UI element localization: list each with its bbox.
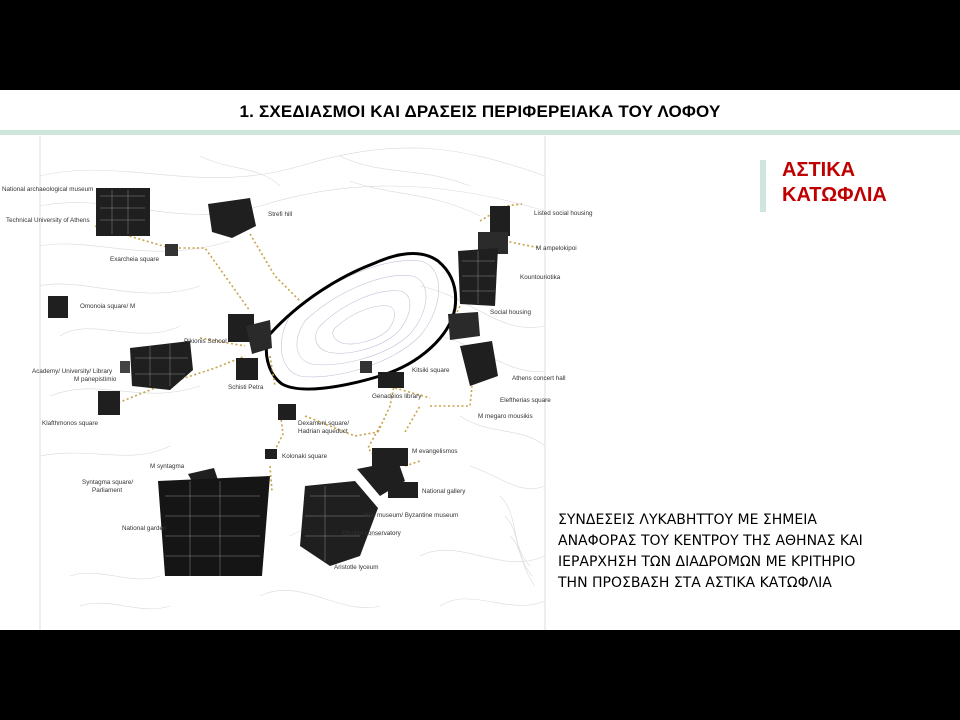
label-kolonaki-square: Kolonaki square — [282, 453, 328, 460]
slide-caption — [558, 510, 948, 594]
label-national-archaeological-museum: National archaeological museum — [2, 186, 94, 193]
label-aristotle-lyceum: Aristotle lyceum — [334, 564, 379, 571]
label-genadeios-library: Genadeios library — [372, 393, 422, 400]
label-exarcheia-square: Exarcheia square — [110, 256, 160, 263]
label-syntagma-square: Syntagma square/ — [82, 479, 134, 486]
label-parliament: Parliament — [92, 487, 123, 494]
label-schisti-petra: Schisti Petra — [228, 384, 264, 391]
label-dexameni-square: Dexameni square/ — [298, 420, 350, 427]
section-title-line: ΚΑΤΩΦΛΙΑ — [782, 184, 887, 206]
label-kountouriotika: Kountouriotika — [520, 274, 561, 281]
caption-line: ΑΝΑΦΟΡΑΣ ΤΟΥ ΚΕΝΤΡΟΥ ΤΗΣ ΑΘΗΝΑΣ ΚΑΙ — [558, 533, 863, 549]
caption-line: ΣΥΝΔΕΣΕΙΣ ΛΥΚΑΒΗΤΤΟΥ ΜΕ ΣΗΜΕΙΑ — [558, 512, 817, 528]
label-national-gallery: National gallery — [422, 488, 466, 495]
label-m-ampelokipoi: M ampelokipoi — [536, 245, 577, 252]
label-m-syntagma: M syntagma — [150, 463, 185, 470]
label-listed-social-housing: Listed social housing — [534, 210, 593, 217]
label-academy-university-library: Academy/ University/ Library — [32, 368, 113, 375]
slide — [0, 90, 960, 630]
caption-line: ΙΕΡΑΡΧΗΣΗ ΤΩΝ ΔΙΑΔΡΟΜΩΝ ΜΕ ΚΡΙΤΗΡΙΟ — [558, 554, 856, 570]
label-technical-university: Technical University of Athens — [6, 217, 90, 224]
label-strefi-hill: Strefi hill — [268, 211, 293, 218]
caption-line: ΤΗΝ ΠΡΟΣΒΑΣΗ ΣΤΑ ΑΣΤΙΚΑ ΚΑΤΩΦΛΙΑ — [558, 575, 832, 591]
label-m-megaro-mousikis: M megaro mousikis — [478, 413, 533, 420]
label-war-museum: War museum/ Byzantine museum — [364, 512, 459, 519]
label-national-garden: National garden — [122, 525, 167, 532]
site-map — [0, 136, 593, 630]
label-pikionis-school: Pikionis School — [184, 338, 227, 345]
label-athens-concert-hall: Athens concert hall — [512, 375, 566, 382]
section-title-line: ΑΣΤΙΚΑ — [782, 159, 856, 181]
label-ethniko-conservatory: Ethniko conservatory — [342, 530, 401, 537]
label-kitsiki-square: Kitsiki square — [412, 367, 450, 374]
section-accent-bar — [760, 160, 766, 212]
slide-title: 1. ΣΧΕΔΙΑΣΜΟΙ ΚΑΙ ΔΡΑΣΕΙΣ ΠΕΡΙΦΕΡΕΙΑΚΑ ΤΟΥ ΛΟΦΟΥ — [239, 102, 721, 121]
label-omonoia-square: Omonoia square/ M — [80, 303, 136, 310]
label-m-panepistimio: M panepistimio — [74, 376, 117, 383]
label-hadrian-aqueduct: Hadrian aqueduct — [298, 428, 348, 435]
label-m-evangelismos: M evangelismos — [412, 448, 458, 455]
section-title — [782, 158, 887, 208]
label-social-housing: Social housing — [490, 309, 531, 316]
label-eleftherias-square: Eleftherias square — [500, 397, 551, 404]
title-underline — [0, 130, 960, 135]
label-klafthmonos-square: Klafthmonos square — [42, 420, 99, 427]
